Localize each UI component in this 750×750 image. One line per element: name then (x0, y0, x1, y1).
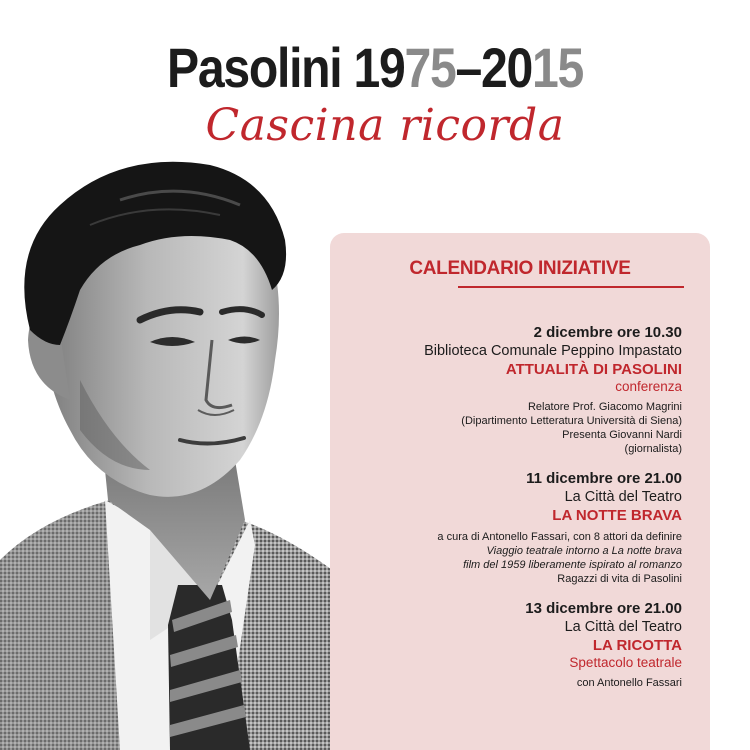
event-detail: Ragazzi di vita di Pasolini (557, 573, 682, 585)
event-detail: con Antonello Fassari (576, 677, 682, 689)
event-item (330, 470, 682, 586)
poster-subtitle: Cascina ricorda (205, 100, 565, 151)
event-item (330, 324, 682, 456)
event-date: 11 dicembre ore 21.00 (526, 470, 682, 487)
event-detail: film del 1959 liberamente ispirato al romanzo (463, 559, 682, 571)
event-type: Spettacolo teatrale (569, 655, 682, 670)
event-type: conferenza (615, 379, 682, 394)
event-place: La Città del Teatro (564, 489, 682, 505)
title-part-3: –20 (455, 36, 532, 99)
poster-title (53, 36, 698, 99)
event-detail: Relatore Prof. Giacomo Magrini (527, 401, 682, 413)
event-place: La Città del Teatro (564, 619, 682, 635)
event-place: Biblioteca Comunale Peppino Impastato (424, 343, 682, 359)
event-detail: (Dipartimento Letteratura Università di Siena) (461, 415, 682, 427)
calendar-title-underline (458, 286, 684, 288)
title-part-2: 75 (404, 36, 456, 99)
title-part-1: Pasolini 19 (167, 36, 405, 99)
event-date: 2 dicembre ore 10.30 (533, 324, 682, 341)
event-name: LA NOTTE BRAVA (552, 507, 682, 524)
event-detail: (giornalista) (624, 443, 682, 455)
calendar-title: CALENDARIO INIZIATIVE (409, 258, 631, 279)
event-detail: Presenta Giovanni Nardi (562, 429, 682, 441)
event-name: ATTUALITÀ DI PASOLINI (505, 361, 682, 378)
event-detail: Viaggio teatrale intorno a La notte brava (486, 545, 682, 557)
event-detail: a cura di Antonello Fassari, con 8 attori da definire (437, 531, 682, 543)
title-part-4: 15 (531, 36, 583, 99)
event-date: 13 dicembre ore 21.00 (525, 600, 682, 617)
event-name: LA RICOTTA (592, 637, 682, 654)
event-item (330, 600, 682, 690)
events-list (330, 324, 682, 704)
